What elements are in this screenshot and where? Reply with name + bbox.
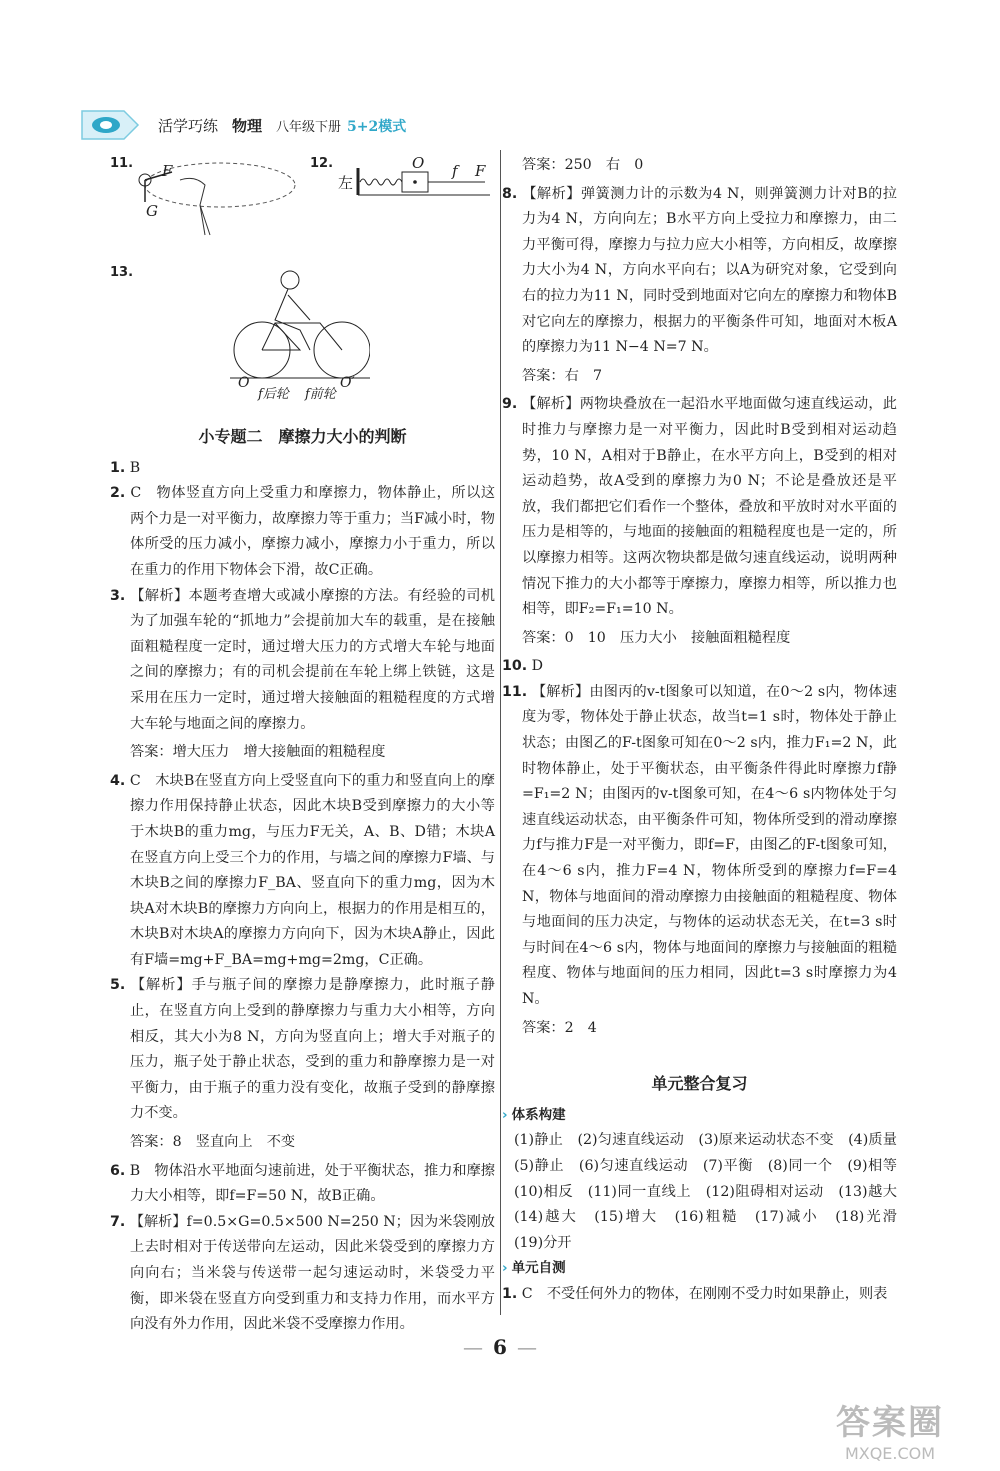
dash-right: —: [516, 1335, 537, 1359]
chevron-right-icon: ›: [502, 1260, 508, 1277]
item-number: 5.: [110, 977, 126, 994]
left-items: [110, 456, 495, 1338]
watermark-url: MXQE.COM: [844, 1444, 936, 1463]
page-number-value: 6: [493, 1335, 507, 1359]
answer-item: [110, 973, 495, 1127]
system-build-label: 体系构建: [511, 1106, 566, 1123]
item-text: 【解析】f=0.5×G=0.5×500 N=250 N；因为米袋刚放上去时相对于传送带向左运动，因此米袋受到的摩擦力方向向右；当米袋与传送带一起匀速运动时，米袋受力平衡，即米袋在竖直方向受到重力和支持力作用，而水平方向没有外力作用，因此米袋不受摩擦力作用。: [129, 1213, 495, 1333]
point-O-prime-label: O′: [340, 375, 355, 391]
item-text: C 木块B在竖直方向上受竖直向下的重力和竖直向上的摩擦力作用保持静止状态，因此木块B受到摩擦力的大小等于木块B的重力mg，与压力F无关，A、B、D错；木块A在竖直方向上受三个力的作用，与墙之间的摩擦力F墙、与木块B之间的摩擦力F_BA、竖直向下的重力mg，因为木块A对木块B的摩擦力方向向上，根据力的作用是相互的，木块B对木块A的摩擦力方向向下，因为木块A静止，因此有F墙=mg+F_BA=mg+mg=2mg，C正确。: [129, 772, 495, 968]
force-F-label: F: [162, 162, 173, 180]
answer-item: [110, 456, 495, 482]
page-number: [0, 1335, 1000, 1359]
answer-item: [502, 182, 897, 361]
answer-line: 答案：2 4: [522, 1019, 597, 1036]
item-number: 8.: [502, 185, 518, 202]
friction-f-label: f: [452, 162, 458, 180]
right-column: [502, 150, 912, 1308]
item-number: 7.: [110, 1213, 126, 1230]
item-number: 4.: [110, 772, 126, 789]
front-wheel-friction-label: f前轮: [305, 387, 336, 402]
unit-test-label: 单元自测: [511, 1260, 566, 1277]
answer-line: 答案：8 竖直向上 不变: [130, 1134, 296, 1151]
answer-line: 答案：250 右 0: [522, 157, 644, 173]
answer-item: [110, 481, 495, 583]
subject-name: 物理: [232, 117, 263, 135]
left-label: 左: [338, 174, 354, 192]
answer-item: [110, 1159, 495, 1210]
figure-11-number: 11.: [110, 156, 134, 171]
item-number: 6.: [110, 1162, 126, 1179]
item-number: 11.: [502, 683, 528, 700]
point-O-label-13: O: [238, 375, 250, 391]
unit-test-item: [502, 1282, 897, 1308]
point-O-label: O: [412, 154, 425, 172]
dash-left: —: [463, 1335, 484, 1359]
mode-tag: 5+2模式: [347, 119, 407, 135]
chevron-right-icon: ›: [502, 1106, 508, 1123]
figure-11-drawing: [110, 150, 300, 250]
answer-item: [110, 584, 495, 738]
answer-item: [502, 680, 897, 1013]
system-build-heading: [502, 1103, 897, 1129]
figure-13: [110, 265, 370, 410]
header-title: [158, 115, 406, 136]
item-text: 【解析】由图丙的v-t图象可以知道，在0～2 s内，物体速度为零，物体处于静止状态，故当t=1 s时，物体处于静止状态；由图乙的F-t图象可知在0～2 s内，推力F₁=2 N，此时物体静止，处于平衡状态，由平衡条件得此时摩擦力f静=F₁=2 N；由图丙的v-t图象可知，在4～6 s内物体处于匀速直线运动状态，由平衡条件可知，物体所受到的滑动摩擦力f与推力F是一对平衡力，即f=F，由图乙的F-t图象可知，在4～6 s内，推力F=4 N，物体所受到的摩擦力f=F=4 N，物体与地面间的滑动摩擦力由接触面的粗糙程度、物体与地面间的压力决定，与物体的运动状态无关，在t=3 s时与时间在4～6 s内，物体与地面间的摩擦力与接触面的粗糙程度、物体与地面间的压力相同，因此t=3 s时摩擦力为4 N。: [522, 683, 897, 1007]
answer-item: [110, 1210, 495, 1338]
item-text: B 物体沿水平地面匀速前进，处于平衡状态，推力和摩擦力大小相等，即f=F=50 N，故B正确。: [129, 1162, 495, 1205]
item-text: C 物体竖直方向上受重力和摩擦力，物体静止，所以这两个力是一对平衡力，故摩擦力等于重力；当F减小时，物体所受的压力减小，摩擦力减小，摩擦力小于重力，所以在重力的作用下物体会下滑，故C正确。: [130, 485, 496, 578]
item-number: 9.: [502, 396, 518, 413]
section-title-friction: 小专题二 摩擦力大小的判断: [198, 427, 407, 446]
rear-wheel-friction-label: f后轮: [258, 387, 289, 402]
answer-line: 答案：增大压力 增大接触面的粗糙程度: [130, 744, 386, 761]
watermark: [810, 1395, 970, 1465]
right-items: [502, 153, 897, 1041]
item-text: 【解析】弹簧测力计的示数为4 N，则弹簧测力计对B的拉力为4 N，方向向左；B水平方向上受拉力和摩擦力，由二力平衡可得，摩擦力与拉力应大小相等，方向相反，故摩擦力大小为4 N，方向水平向右；以A为研究对象，它受到向右的拉力为11 N，同时受到地面对它向左的摩擦力和物体B对它向左的摩擦力，根据力的平衡条件可知，地面对木板A的摩擦力为11 N−4 N=7 N。: [522, 185, 897, 356]
left-column: [110, 418, 495, 1338]
answer-item: [502, 392, 897, 622]
answer-line: 答案：0 10 压力大小 接触面粗糙程度: [522, 629, 791, 646]
figure-12: [310, 150, 495, 210]
grade-label: 八年级下册: [276, 120, 342, 135]
item-text: C 不受任何外力的物体，在刚刚不受力时如果静止，则表: [521, 1285, 888, 1302]
page-header: [80, 105, 500, 145]
column-divider: [500, 150, 501, 1315]
force-F-label-12: F: [475, 162, 486, 180]
answer-item: [502, 654, 897, 680]
item-text: D: [531, 658, 544, 675]
item-number: 2.: [110, 485, 126, 502]
item-number: 1.: [502, 1285, 518, 1302]
item-number: 3.: [110, 587, 126, 604]
item-text: 【解析】本题考查增大或减小摩擦的方法。有经验的司机为了加强车轮的“抓地力”会提前加大车的载重，是在接触面粗糙程度一定时，通过增大压力的方式增大车轮与地面之间的摩擦力；有的司机会提前在车轮上绑上铁链，这是采用在压力一定时，通过增大接触面的粗糙程度的方式增大车轮与地面之间的摩擦力。: [130, 587, 495, 732]
item-number: 1.: [110, 459, 126, 476]
figure-12-number: 12.: [310, 156, 334, 171]
watermark-logo-icon: 答案圈: [836, 1403, 944, 1443]
force-G-label: G: [146, 202, 158, 220]
item-text: 【解析】两物块叠放在一起沿水平地面做匀速直线运动，此时推力与摩擦力是一对平衡力，因此时B受到相对运动趋势，10 N，A相对于B静止，在水平方向上，B受到的相对运动趋势，故A受到的摩擦力为0 N；不论是叠放还是平放，我们都把它们看作一个整体，叠放和平放时对水平面的压力是相等的，与地面的接触面的粗糙程度也是一定的，所以摩擦力相等。这两次物块都是做匀速直线运动，说明两种情况下推力的大小都等于摩擦力，摩擦力相等，所以推力也相等，即F₂=F₁=10 N。: [522, 396, 897, 618]
series-name: 活学巧练: [158, 117, 219, 135]
item-text: 【解析】手与瓶子间的摩擦力是静摩擦力，此时瓶子静止，在竖直方向上受到的静摩擦力与重力大小相等，方向相反，其大小为8 N，方向为竖直向上；增大手对瓶子的压力，瓶子处于静止状态，受到的重力和静摩擦力是一对平衡力，由于瓶子的重力没有变化，故瓶子受到的静摩擦力不变。: [130, 977, 495, 1122]
figure-13-number: 13.: [110, 265, 134, 280]
unit-test-heading: [502, 1256, 897, 1282]
answer-line: 答案：右 7: [522, 367, 602, 384]
item-text: B: [129, 459, 141, 476]
figure-11: [110, 150, 300, 250]
unit-review-title: 单元整合复习: [651, 1074, 748, 1094]
system-build-text: (1)静止 (2)匀速直线运动 (3)原来运动状态不变 (4)质量 (5)静止 (6)匀速直线运动 (7)平衡 (8)同一个 (9)相等 (10)相反 (11)同一直线上 (12)阻碍相对运动 (13)越大 (14)越大 (15)增大 (16)粗糙 (17)减小 (18)光滑 (19)分开: [514, 1132, 912, 1251]
item-number: 10.: [502, 658, 528, 675]
answer-item: [110, 769, 495, 974]
book-logo-icon: [80, 105, 142, 145]
